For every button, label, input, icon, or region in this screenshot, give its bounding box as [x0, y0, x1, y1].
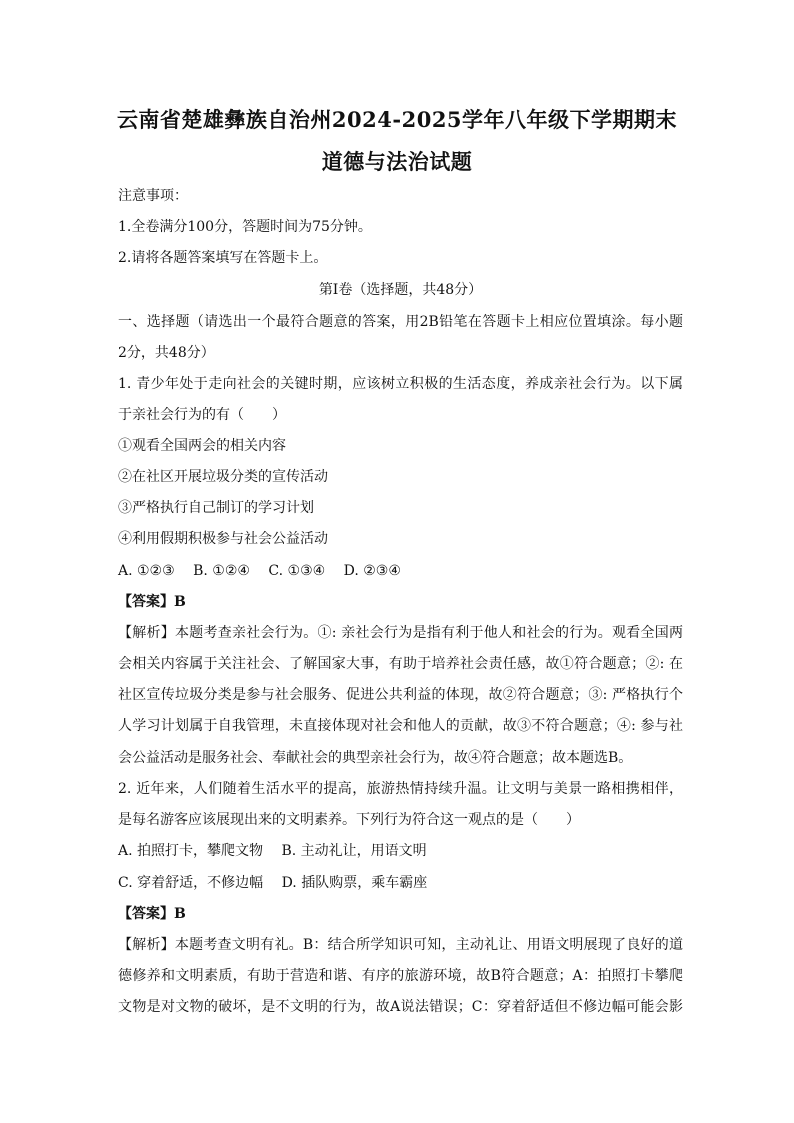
q2-options-line1: A. 拍照打卡，攀爬文物 B. 主动礼让，用语文明 — [118, 843, 427, 859]
q1-item-1: ①观看全国两会的相关内容 — [118, 438, 286, 454]
q1-item-2: ②在社区开展垃圾分类的宣传活动 — [118, 469, 328, 485]
q1-item-3: ③严格执行自己制订的学习计划 — [118, 500, 314, 516]
q2-analysis-line2: 德修养和文明素质，有助于营造和谐、有序的旅游环境，故B符合题意；A：拍照打卡攀爬 — [118, 968, 683, 984]
q2-options-line2: C. 穿着舒适，不修边幅 D. 插队购票，乘车霸座 — [118, 875, 428, 891]
q2-answer: 【答案】B — [118, 906, 186, 922]
note-2: 2.请将各题答案填写在答题卡上。 — [118, 250, 328, 266]
q2-analysis-line3: 文物是对文物的破坏，是不文明的行为，故A说法错误；C：穿着舒适但不修边幅可能会影 — [118, 999, 683, 1015]
q2-stem-line2: 是每名游客应该展现出来的文明素养。下列行为符合这一观点的是（ ） — [118, 812, 580, 828]
q1-analysis-line3: 社区宣传垃圾分类是参与社会服务、促进公共利益的体现，故②符合题意；③: 严格执行个 — [118, 687, 683, 703]
note-1: 1.全卷满分100分，答题时间为75分钟。 — [118, 219, 372, 235]
q1-stem-line2: 于亲社会行为的有（ ） — [118, 407, 286, 423]
document-title-line1: 云南省楚雄彝族自治州2024-2025学年八年级下学期期末 — [116, 107, 678, 132]
q1-analysis-line1: 【解析】本题考查亲社会行为。①: 亲社会行为是指有利于他人和社会的行为。观看全国两 — [118, 625, 683, 641]
q2-analysis-line1: 【解析】本题考查文明有礼。B：结合所学知识可知，主动礼让、用语文明展现了良好的道 — [118, 937, 683, 953]
q1-stem-line1: 1. 青少年处于走向社会的关键时期，应该树立积极的生活态度，养成亲社会行为。以下属 — [118, 376, 683, 392]
q1-analysis-line5: 会公益活动是服务社会、奉献社会的典型亲社会行为，故④符合题意；故本题选B。 — [118, 750, 633, 766]
document-title-line2: 道德与法治试题 — [321, 149, 473, 174]
section-heading-line1: 一、选择题（请选出一个最符合题意的答案，用2B铅笔在答题卡上相应位置填涂。每小题 — [118, 314, 683, 330]
q1-answer: 【答案】B — [118, 594, 186, 610]
notes-heading: 注意事项： — [118, 188, 188, 204]
q2-stem-line1: 2. 近年来，人们随着生活水平的提高，旅游热情持续升温。让文明与美景一路相携相伴， — [118, 781, 683, 797]
q1-item-4: ④利用假期积极参与社会公益活动 — [118, 531, 328, 547]
volume-heading: 第I卷（选择题，共48分） — [318, 282, 483, 298]
q1-analysis-line4: 人学习计划属于自我管理，未直接体现对社会和他人的贡献，故③不符合题意；④: 参与社 — [118, 718, 683, 734]
q1-options: A. ①②③ B. ①②④ C. ①③④ D. ②③④ — [118, 563, 401, 579]
section-heading-line2: 2分，共48分） — [118, 345, 215, 361]
q1-analysis-line2: 会相关内容属于关注社会、了解国家大事，有助于培养社会责任感，故①符合题意；②: 在 — [118, 656, 683, 672]
